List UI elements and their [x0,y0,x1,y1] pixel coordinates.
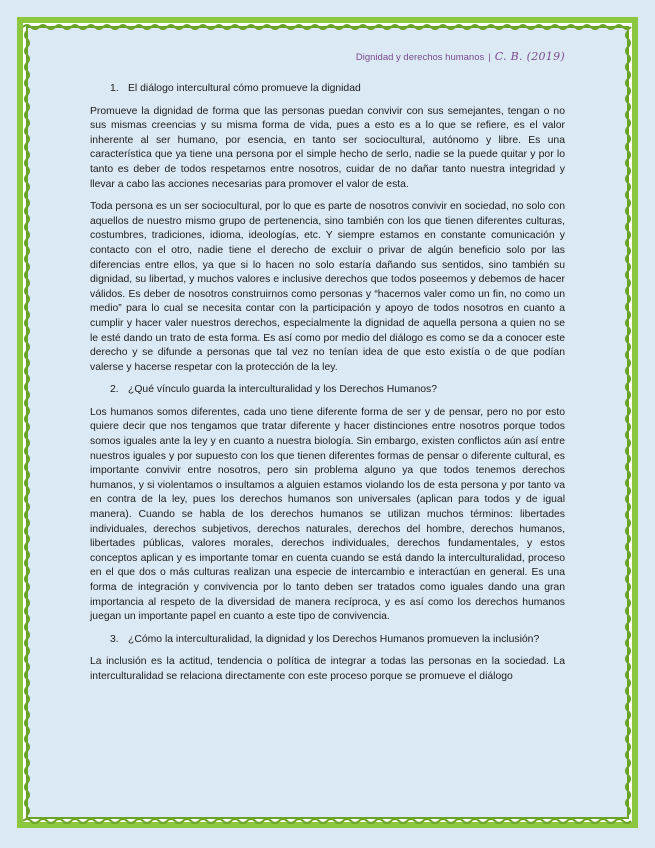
question-text: El diálogo intercultural cómo promueve la dignidad [128,83,361,94]
question-text: ¿Cómo la interculturalidad, la dignidad y los Derechos Humanos promueven la inclusión? [128,633,540,645]
page-header [356,50,565,63]
decorative-wave-top [23,23,632,31]
question-number: 1. [110,83,119,94]
paragraph: Promueve la dignidad de forma que las personas puedan convivir con sus semejantes, tengan o no sus mismas creencias y su misma forma de vida, pues a esto es a lo que se refiere, es el valor inherente al ser humano, por esencia, en tanto ser sociocultural, autónomo y libre. Es una característica que ya tiene una persona por el simple hecho de serlo, nadie se la puede quitar y por lo tanto es deber de todos respetarnos entre nosotros, cuidar de no dañar tanto nuestra integridad y llevar a cabo las acciones necesarias para promover el valor de esta. [90,105,565,190]
paragraph: La inclusión es la actitud, tendencia o política de integrar a todas las personas en la sociedad. La interculturalidad se relaciona directamente con este proceso porque se promueve el diálogo [90,656,565,682]
decorative-wave-bottom [23,817,632,825]
question-text: ¿Qué vínculo guarda la interculturalidad y los Derechos Humanos? [128,384,437,396]
question-2 [110,383,565,398]
question-number: 3. [110,633,119,645]
question-3 [110,633,565,648]
decorative-wave-right [624,31,632,817]
question-number: 2. [110,384,119,396]
header-title: Dignidad y derechos humanos [355,52,485,63]
header-signature: C. B. (2019) [494,50,565,63]
decorative-wave-left [23,31,31,817]
paragraph: Los humanos somos diferentes, cada uno tiene diferente forma de ser y de pensar, pero no por esto quiere decir que nos tengamos que tratar diferente y hacer distinciones entre nosotros porque todos somos iguales ante la ley y en cuanto a nuestra biología. Sin embargo, existen conflictos aún así entre nuestros iguales y por supuesto con los que tienen diferentes formas de pensar o diferente cultural, es importante convivir entre nosotros, pero sin problema alguno ya que todos tenemos derechos humanos, y si violentamos o insultamos a alguien estamos violando los de esta persona y por tanto va en contra de la ley, pues los derechos humanos son universales (aplican para todos y de igual manera). Cuando se habla de los derechos humanos se utilizan muchos términos: libertades individuales, derechos subjetivos, derechos naturales, derechos del hombre, derechos humanos, libertades públicas, valores morales, derechos individuales, derechos fundamentales, y estos conceptos aplican y es importante tomar en cuenta cuando se está dando la interculturalidad, proceso en el que dos o más culturas realizan una especie de intercambio e interactúan en general. Es una forma de integración y convivencia por lo tanto deben ser tratados como iguales dando una gran importancia al respeto de la diversidad de manera recíproca, y es así como los derechos humanos juegan un importante papel en cuanto a este tipo de convivencia. [90,406,565,623]
document-body [90,80,565,693]
question-1 [110,82,565,97]
header-separator: | [488,52,491,63]
paragraph: Toda persona es un ser sociocultural, por lo que es parte de nosotros convivir en sociedad, no solo con aquellos de nuestro mismo grupo de pertenencia, sino también con los que tienen diferentes culturas, costumbres, tradiciones, idioma, ideologías, etc. Y siempre estamos en constante comunicación y contacto con el otro, nadie tiene el derecho de excluir o privar de algún beneficio solo por las diferencias entre ellos, ya que si lo hacen no solo estaría dañando sus sentidos, sino también su dignidad, su libertad, y muchos valores e inclusive derechos que todos poseemos y debemos de hacer válidos. Es deber de nosotros construirnos como personas y “hacernos valer como un fin, no como un medio” para lo cual se necesita contar con la participación y apoyo de todos nosotros en cuanto a cumplir y hacer valer nuestros derechos, especialmente la dignidad de aquella persona a quien no se le esté dando un trato de esta forma. Es así como por medio del diálogo es como se da a conocer este derecho y se difunde a personas que tal vez no tenían idea de que esto existía o de que podían valerse y hacerse respetar con la protección de la ley. [90,201,565,373]
